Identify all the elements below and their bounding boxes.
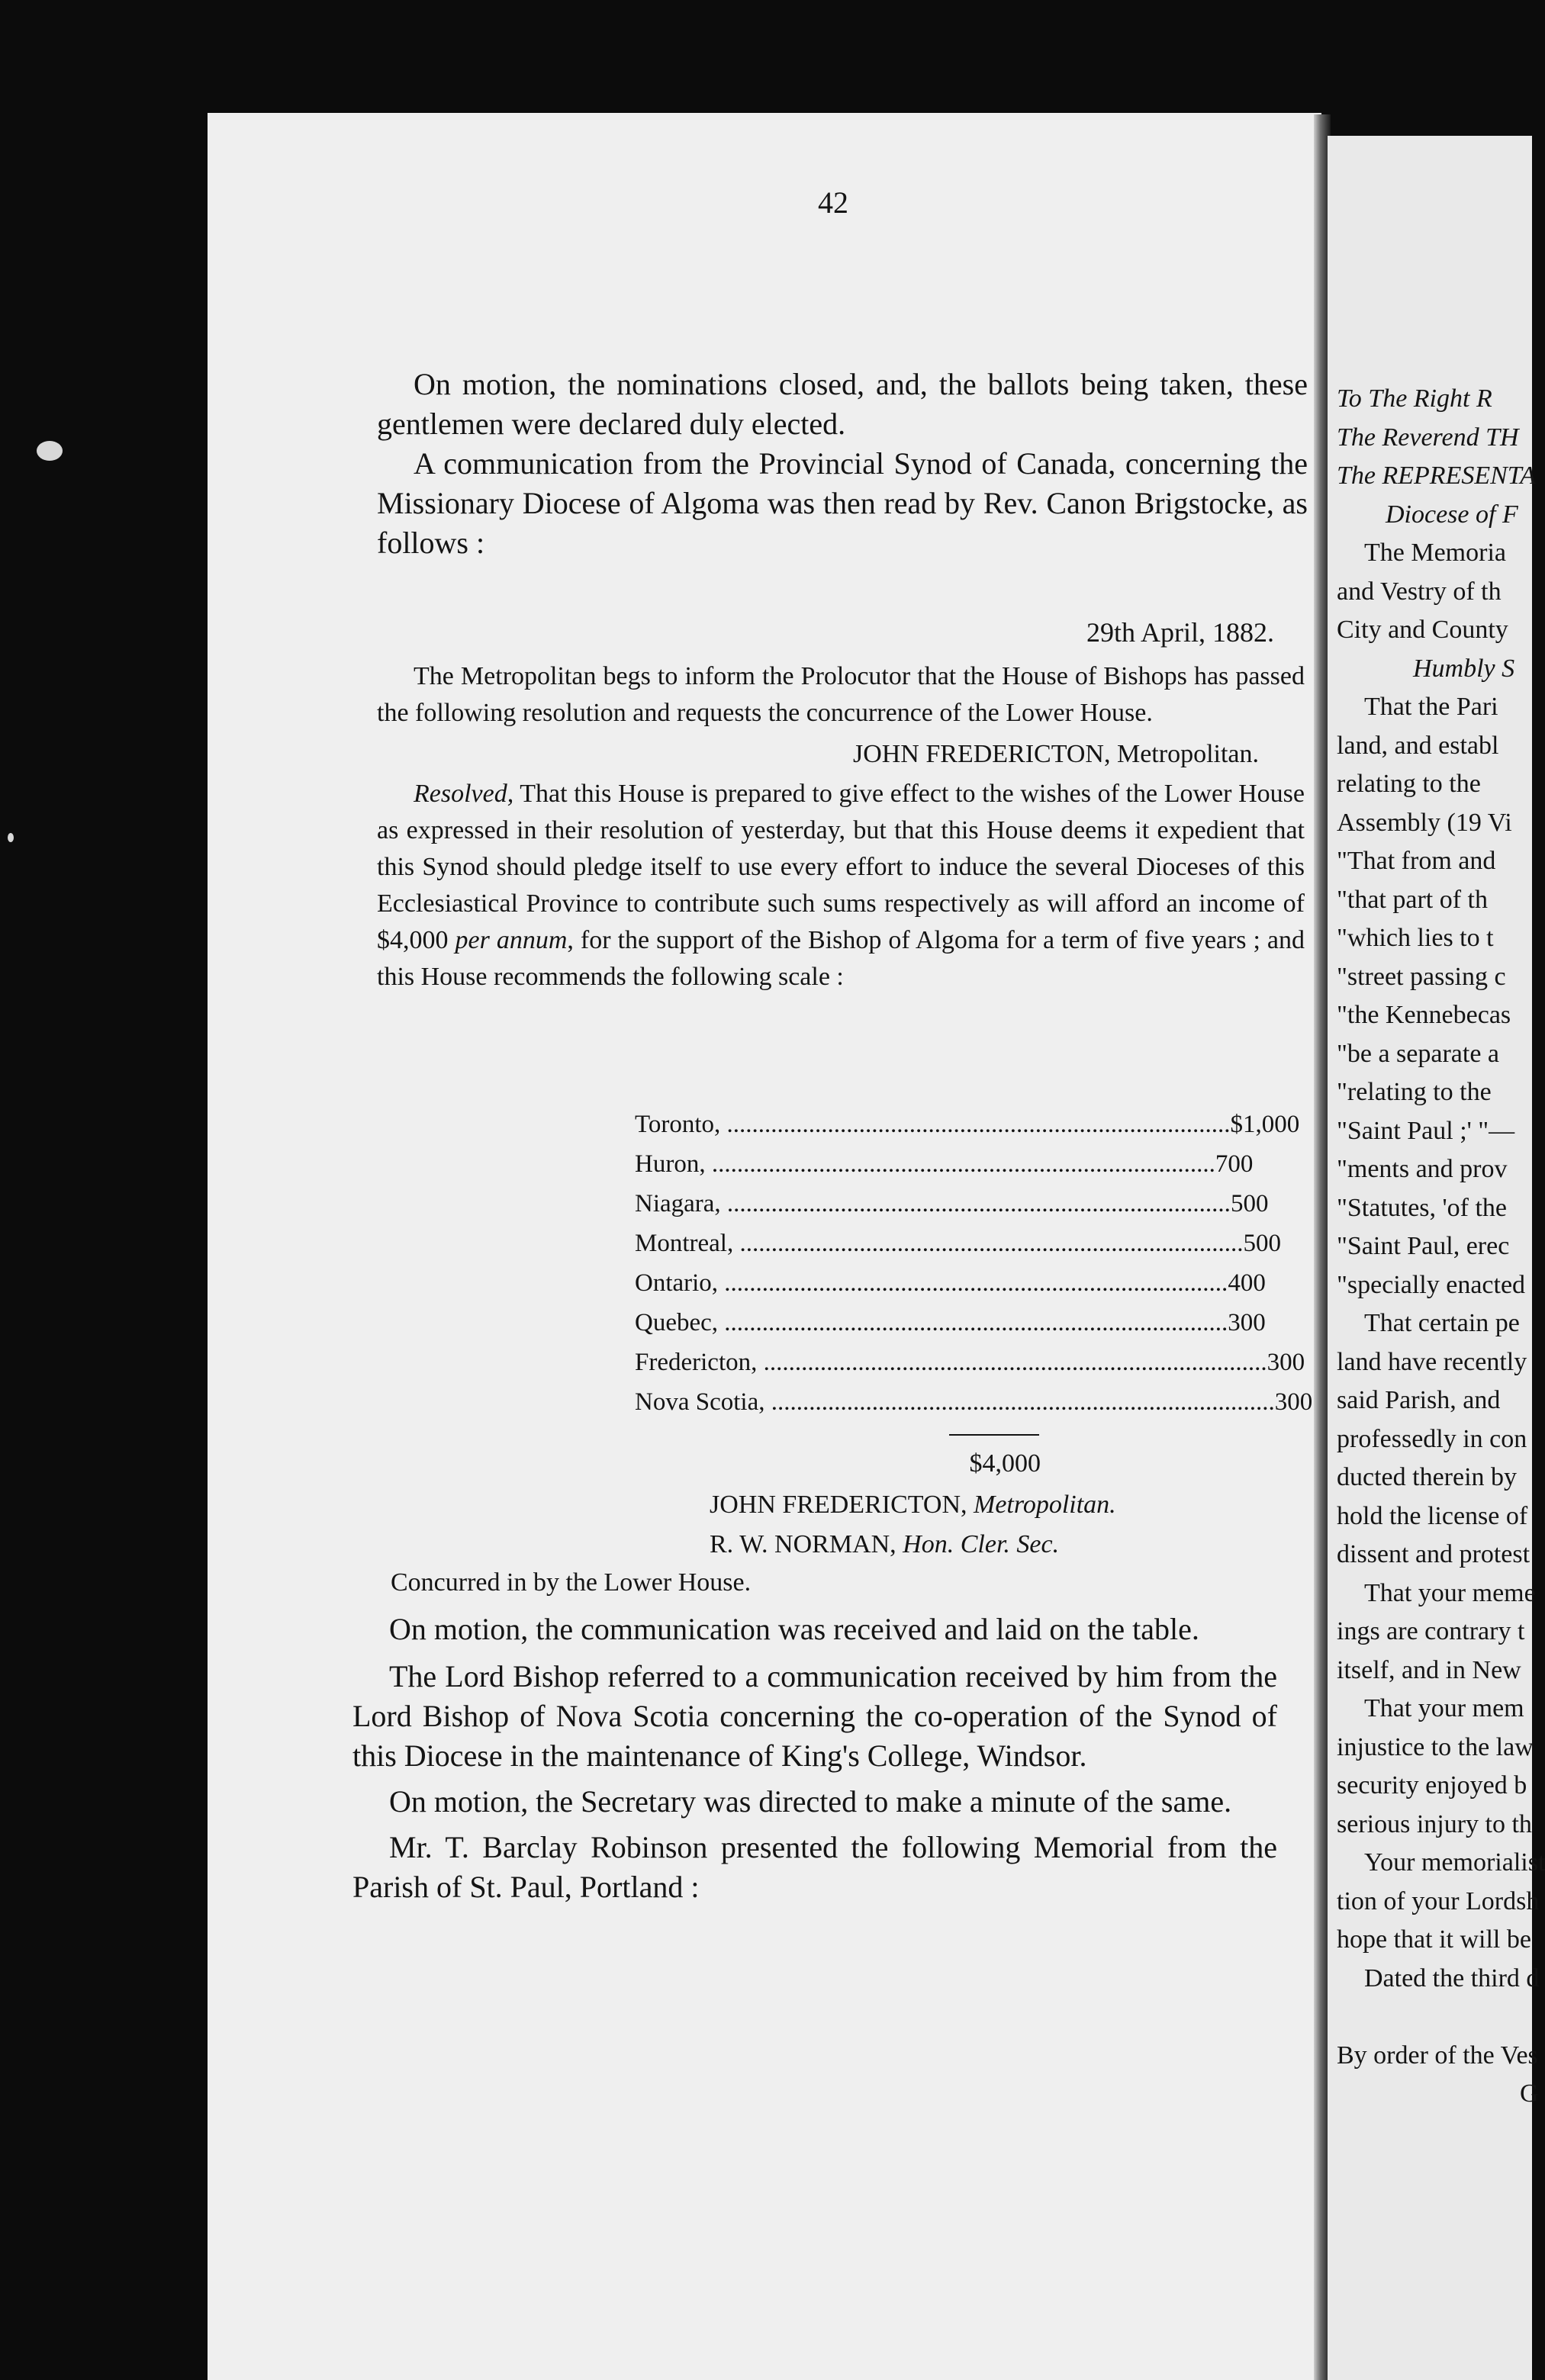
text-line: City and County xyxy=(1337,616,1508,644)
text-line: ducted therein by xyxy=(1337,1463,1518,1491)
text-line: land, and establ xyxy=(1337,731,1499,760)
table-row xyxy=(635,1388,1313,1428)
diocese-amount: 300 xyxy=(1228,1309,1266,1336)
letter-body: The Metropolitan begs to inform the Prolocutor that the House of Bishops has passed the following resolution and requests the concurrence of the Lower House. xyxy=(377,662,1305,727)
page-number: 42 xyxy=(818,185,848,220)
text-line: land have recently xyxy=(1337,1347,1527,1376)
text-line: Diocese of F xyxy=(1386,500,1518,529)
paragraph-communication-intro: A communication from the Provincial Synod of Canada, concerning the Missionary Diocese of Algoma was then read by Rev. Canon Brigstocke, as follows : xyxy=(377,446,1308,560)
diocese-name: Niagara, ................................................................................ xyxy=(635,1190,1231,1217)
concurred-note: Concurred in by the Lower House. xyxy=(391,1568,752,1597)
text-line: "That from and xyxy=(1337,847,1496,875)
text-line: hope that it will be xyxy=(1337,1925,1531,1954)
diocese-amount: $1,000 xyxy=(1230,1111,1300,1138)
diocese-name: Nova Scotia, ................................................................................ xyxy=(635,1388,1275,1416)
diocese-amount: 300 xyxy=(1274,1388,1313,1416)
edge-speck xyxy=(8,833,14,842)
text-line: That your meme xyxy=(1364,1578,1536,1607)
text-line: "which lies to t xyxy=(1337,924,1494,952)
text-line: security enjoyed b xyxy=(1337,1771,1527,1799)
signature-secretary xyxy=(710,1530,1059,1559)
text-line: itself, and in New xyxy=(1337,1655,1521,1684)
resolution-part-b: , for the support of the Bishop of Algoma for a term of five years ; and this House recommends the following scale : xyxy=(377,926,1305,991)
text-line: serious injury to th xyxy=(1337,1809,1532,1838)
paragraph-election: On motion, the nominations closed, and, the ballots being taken, these gentlemen were declared duly elected. xyxy=(377,367,1308,441)
text-line: "Statutes, 'of the xyxy=(1337,1193,1508,1222)
text-line: ings are contrary t xyxy=(1337,1617,1525,1645)
diocese-amount: 700 xyxy=(1215,1150,1254,1178)
diocese-name: Huron, ................................................................................ xyxy=(635,1150,1215,1178)
contribution-scale-table xyxy=(635,1111,1313,1428)
signature-name: R. W. NORMAN, xyxy=(710,1530,896,1558)
table-row xyxy=(635,1269,1266,1309)
text-line: By order of the Ves xyxy=(1337,2041,1538,2070)
signature-name: JOHN FREDERICTON, xyxy=(710,1491,967,1519)
text-block-letter xyxy=(377,614,1305,995)
diocese-name: Fredericton, ................................................................................ xyxy=(635,1349,1267,1376)
paragraph-received: On motion, the communication was received and laid on the table. xyxy=(389,1612,1199,1646)
text-line: and Vestry of th xyxy=(1337,577,1502,606)
text-line: said Parish, and xyxy=(1337,1386,1501,1414)
resolution-text xyxy=(377,776,1305,995)
signature-title: Metropolitan. xyxy=(974,1491,1116,1519)
scale-total: $4,000 xyxy=(969,1449,1041,1478)
table-row xyxy=(635,1230,1281,1269)
text-line: tion of your Lordsh xyxy=(1337,1886,1540,1915)
signature-metropolitan xyxy=(710,1491,1116,1520)
table-row xyxy=(635,1150,1254,1190)
text-line: Humbly S xyxy=(1413,654,1515,683)
table-row xyxy=(635,1309,1266,1349)
text-line: injustice to the law xyxy=(1337,1732,1534,1761)
text-line: Your memorialist xyxy=(1364,1848,1545,1877)
text-line: G xyxy=(1520,2079,1539,2108)
text-line: The Memoria xyxy=(1364,539,1506,567)
diocese-amount: 500 xyxy=(1230,1190,1269,1217)
edge-speck xyxy=(37,441,63,461)
total-rule xyxy=(949,1434,1039,1436)
text-line: To The Right R xyxy=(1337,384,1492,413)
text-line: professedly in con xyxy=(1337,1424,1527,1453)
diocese-amount: 300 xyxy=(1267,1349,1305,1376)
paragraph-kings-college: The Lord Bishop referred to a communication received by him from the Lord Bishop of Nova Scotia concerning the co-operation of the Synod of this Diocese in the maintenance of King's College, Windsor. xyxy=(352,1659,1277,1773)
text-line: hold the license of xyxy=(1337,1501,1528,1530)
right-page xyxy=(1328,136,1545,2380)
text-line xyxy=(1337,1998,1545,2037)
text-line: Dated the third d xyxy=(1364,1963,1540,1992)
diocese-name: Quebec, ................................................................................ xyxy=(635,1309,1228,1336)
table-row xyxy=(635,1111,1300,1150)
resolution-part-a: That this House is prepared to give effect to the wishes of the Lower House as expressed in their resolution of yesterday, but that this House deems it expedient that this Synod should pledge itself to use every effort to induce the several Dioceses of this Ecclesiastical Province to contribute such sums respectively as will afford an income of $4,000 xyxy=(377,780,1305,954)
table-row xyxy=(635,1349,1305,1388)
text-line: "Saint Paul, erec xyxy=(1337,1232,1510,1260)
signature-title: Hon. Cler. Sec. xyxy=(903,1530,1060,1558)
diocese-amount: 400 xyxy=(1228,1269,1266,1297)
text-line: That the Pari xyxy=(1364,693,1498,721)
letter-signature: JOHN FREDERICTON, Metropolitan. xyxy=(852,740,1259,768)
right-page-text xyxy=(1337,380,1545,2114)
text-line: That your mem xyxy=(1364,1694,1524,1722)
text-line: dissent and protest xyxy=(1337,1540,1531,1568)
per-annum: per annum xyxy=(455,926,568,954)
paragraph-memorial: Mr. T. Barclay Robinson presented the following Memorial from the Parish of St. Paul, Portland : xyxy=(352,1830,1277,1904)
text-line: "specially enacted xyxy=(1337,1270,1526,1299)
text-line: "street passing c xyxy=(1337,962,1506,991)
text-line: "Saint Paul ;' "— xyxy=(1337,1116,1515,1145)
text-line: "ments and prov xyxy=(1337,1155,1508,1183)
diocese-name: Montreal, ................................................................................ xyxy=(635,1230,1244,1257)
text-block-upper xyxy=(377,365,1308,563)
text-line: "be a separate a xyxy=(1337,1039,1500,1068)
diocese-name: Ontario, ................................................................................ xyxy=(635,1269,1228,1297)
text-line: "the Kennebecas xyxy=(1337,1001,1511,1029)
diocese-name: Toronto, ................................................................................ xyxy=(635,1111,1231,1138)
letter-date: 29th April, 1882. xyxy=(1086,617,1274,648)
diocese-amount: 500 xyxy=(1243,1230,1281,1257)
paragraph-minute: On motion, the Secretary was directed to make a minute of the same. xyxy=(389,1784,1232,1819)
text-line: That certain pe xyxy=(1364,1309,1520,1337)
resolved-word: Resolved, xyxy=(414,780,514,808)
table-row xyxy=(635,1190,1269,1230)
text-line: "relating to the xyxy=(1337,1078,1492,1106)
text-line: The REPRESENTA xyxy=(1337,462,1536,490)
text-line: Assembly (19 Vi xyxy=(1337,808,1512,837)
text-line: "that part of th xyxy=(1337,885,1488,914)
text-line: relating to the xyxy=(1337,770,1481,798)
text-line: The Reverend TH xyxy=(1337,423,1519,452)
text-block-lower xyxy=(352,1610,1277,1907)
